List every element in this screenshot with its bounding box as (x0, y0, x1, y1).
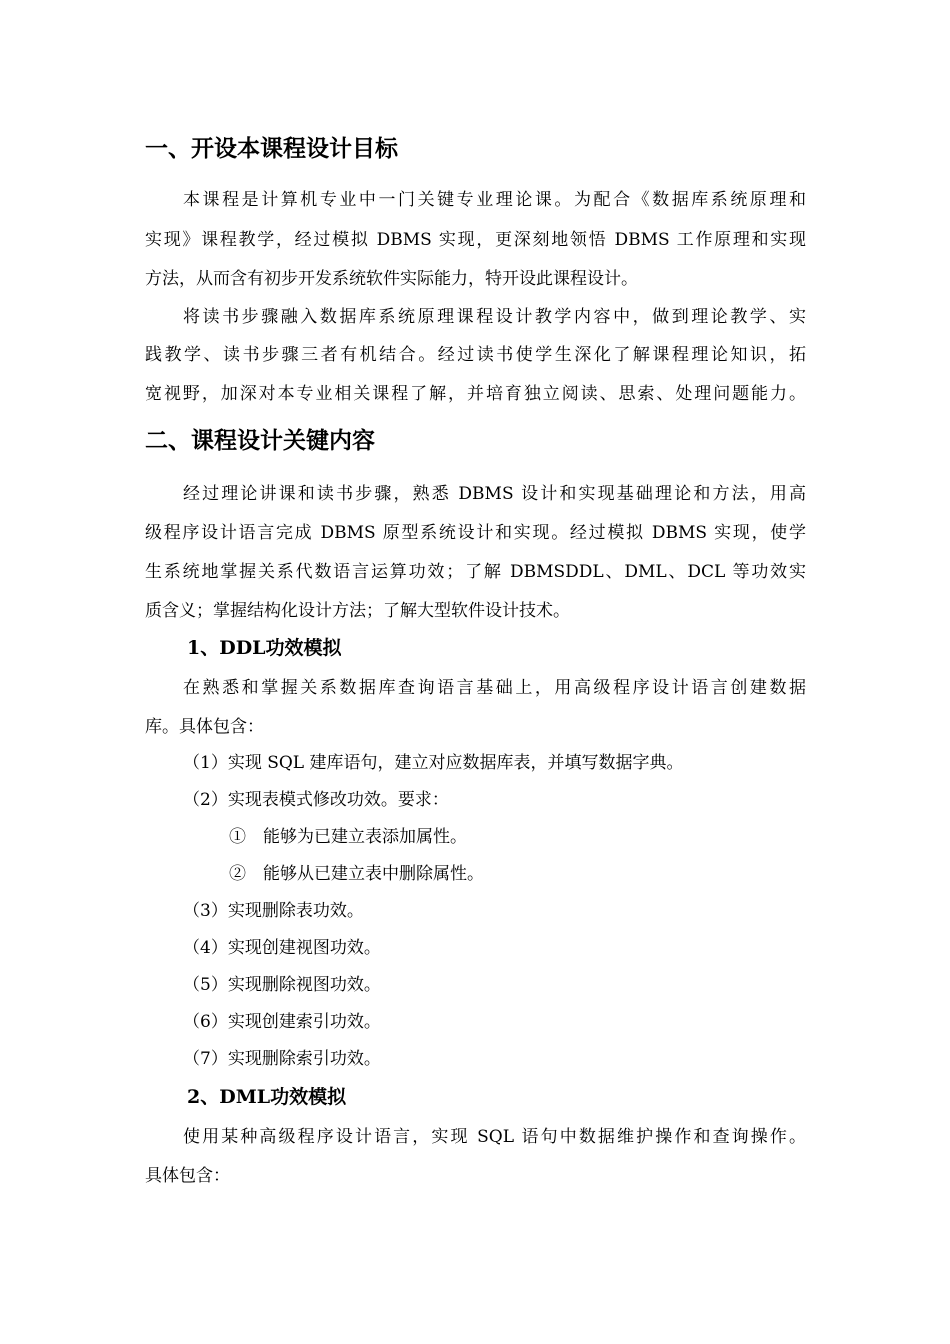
section-1-para-2-line-3: 宽视野，加深对本专业相关课程了解，并培育独立阅读、思索、处理问题能力。 (145, 384, 806, 404)
subsection-1-intro-line-1: 在熟悉和掌握关系数据库查询语言基础上，用高级程序设计语言创建数据 (183, 678, 806, 698)
subsection-1-intro-line-2: 库。具体包含： (145, 717, 264, 737)
section-2-para-1-line-1: 经过理论讲课和读书步骤，熟悉 DBMS 设计和实现基础理论和方法，用高 (183, 484, 806, 504)
section-1-para-1-line-1: 本课程是计算机专业中一门关键专业理论课。为配合《数据库系统原理和 (183, 190, 806, 210)
subsection-1-heading: 1、DDL功效模拟 (187, 637, 342, 659)
section-2-para-1-line-3: 生系统地掌握关系代数语言运算功效；了解 DBMSDDL、DML、DCL 等功效实 (145, 562, 806, 582)
ddl-item-5: （5）实现删除视图功效。 (183, 975, 381, 995)
ddl-item-7: （7）实现删除索引功效。 (183, 1049, 381, 1069)
ddl-item-3: （3）实现删除表功效。 (183, 901, 364, 921)
section-1-para-1-line-3: 方法，从而含有初步开发系统软件实际能力，特开设此课程设计。 (145, 269, 638, 289)
section-1-heading: 一、开设本课程设计目标 (145, 136, 398, 162)
section-2-heading: 二、课程设计关键内容 (145, 428, 375, 454)
section-1-para-1-line-2: 实现》课程教学，经过模拟 DBMS 实现，更深刻地领悟 DBMS 工作原理和实现 (145, 230, 806, 250)
ddl-item-2-sub-a: ① 能够为已建立表添加属性。 (229, 827, 467, 847)
subsection-2-heading: 2、DML功效模拟 (187, 1086, 347, 1108)
section-1-para-2-line-1: 将读书步骤融入数据库系统原理课程设计教学内容中，做到理论教学、实 (183, 307, 806, 327)
subsection-2-intro-line-1: 使用某种高级程序设计语言，实现 SQL 语句中数据维护操作和查询操作。 (183, 1127, 806, 1147)
section-1-para-2-line-2: 践教学、读书步骤三者有机结合。经过读书使学生深化了解课程理论知识，拓 (145, 345, 806, 365)
ddl-item-6: （6）实现创建索引功效。 (183, 1012, 381, 1032)
section-2-para-1-line-2: 级程序设计语言完成 DBMS 原型系统设计和实现。经过模拟 DBMS 实现，使学 (145, 523, 806, 543)
ddl-item-2: （2）实现表模式修改功效。要求： (183, 790, 449, 810)
ddl-item-2-sub-b: ② 能够从已建立表中删除属性。 (229, 864, 484, 884)
ddl-item-1: （1）实现 SQL 建库语句，建立对应数据库表，并填写数据字典。 (183, 753, 684, 773)
section-2-para-1-line-4: 质含义；掌握结构化设计方法；了解大型软件设计技术。 (145, 601, 570, 621)
subsection-2-intro-line-2: 具体包含： (145, 1166, 230, 1186)
ddl-item-4: （4）实现创建视图功效。 (183, 938, 381, 958)
